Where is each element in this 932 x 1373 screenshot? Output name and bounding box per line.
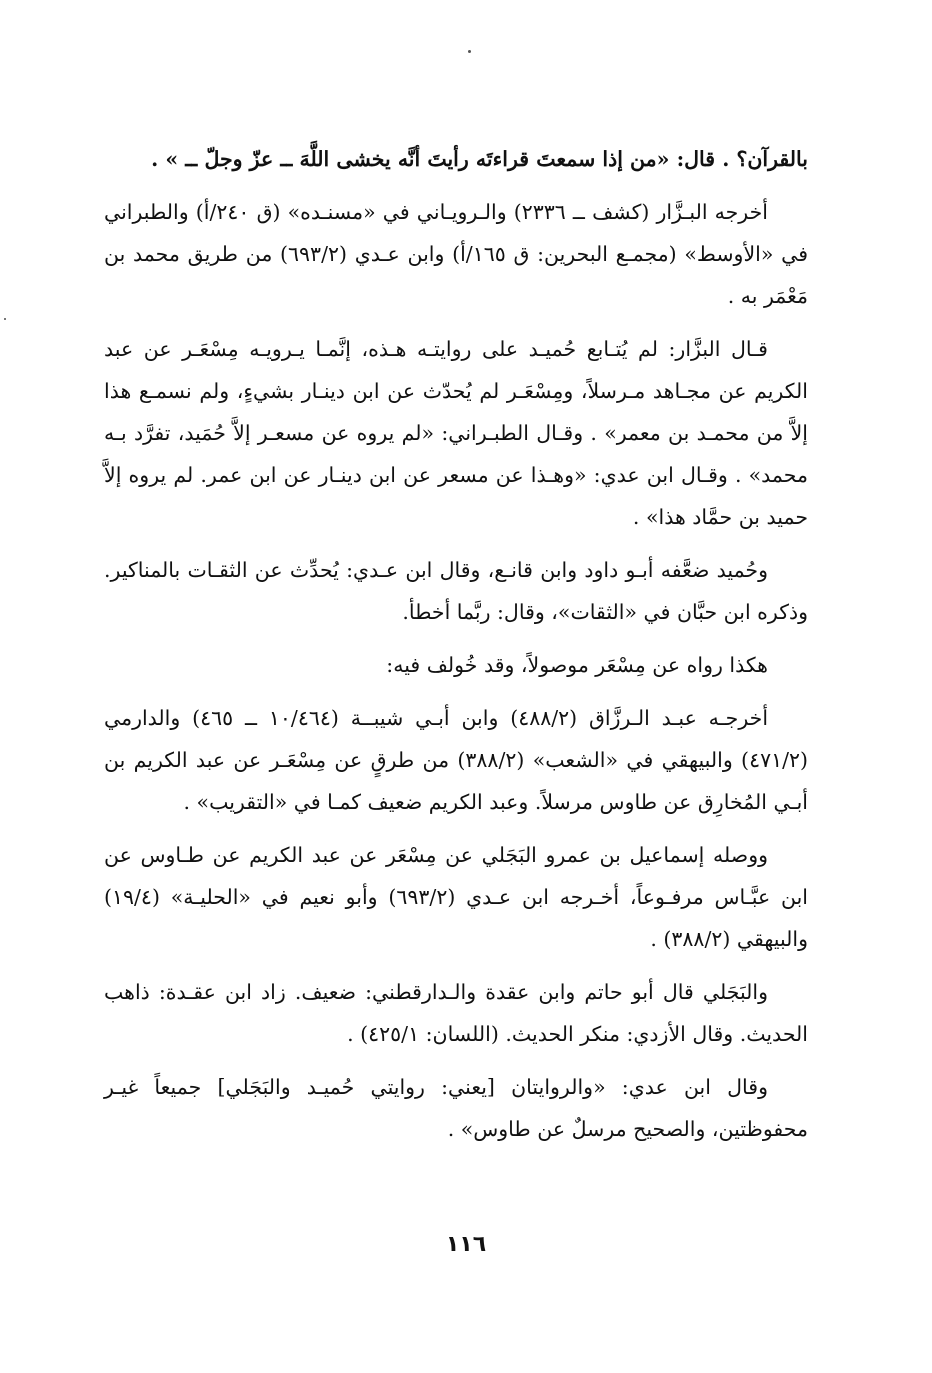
page-number: ١١٦ — [445, 1232, 487, 1257]
paragraph-bazzar-comment: قـال البزَّار: لم يُتـابع حُميـد على روايتـه هـذه، إنَّمـا يـرويـه مِسْعَـر عن عبد الكريم عن مجـاهد مـرسلاً، ومِسْعَـر لم يُحدّث عن ابن دينـار بشيءٍ، ولم نسمـع هذا إلاَّ من محمـد بن معمر» . وقـال الطبـراني: «لم يروه عن مسعـر إلاَّ حُمَيد، تفرَّد بـه محمد» . وقـال ابن عدي: «وهـذا عن مسعر عن ابن دينـار عن ابن عمر. لم يروه إلاَّ حميد بن حمَّاد هذا» . — [104, 337, 808, 529]
paragraph-humaid-grading: وحُميد ضعَّفه أبـو داود وابن قانـع، وقال ابن عـدي: يُحدِّث عن الثقـات بالمناكير. وذكره ابن حبَّان في «الثقات»، وقال: ربَّما أخطأ. — [104, 558, 808, 624]
page-top-mark — [468, 50, 471, 53]
paragraph-mursal-routes: أخرجـه عبـد الـرزَّاق (٤٨٨/٢) وابن أبـي شيبــة (١٠/٤٦٤ ــ ٤٦٥) والدارمي (٤٧١/٢) والبيهقي في «الشعب» (٣٨٨/٢) من طرقٍ عن مِسْعَـر عن عبد الكريم بن أبـي المُخارِق عن طاوس مرسلاً. وعبد الكريم ضعيف كمـا في «التقريب» . — [104, 706, 809, 814]
paragraph-variation-note: هكذا رواه عن مِسْعَر موصولاً، وقد خُولف فيه: — [386, 653, 768, 677]
paragraph-bajali-grading: والبَجَلي قال أبو حاتم وابن عقدة والـدارقطني: ضعيف. زاد ابن عقـدة: ذاهب الحديث. وقال الأزدي: منكر الحديث. (اللسان: ٤٢٥/١) . — [104, 980, 808, 1046]
paragraph-bajali-route: ووصله إسماعيل بن عمرو البَجَلي عن مِسْعَر عن عبد الكريم عن طـاوس عن ابن عبَّـاس مرفـوعاً، أخـرجه ابن عـدي (٦٩٣/٢) وأبو نعيم في «الحليـة» (١٩/٤) والبيهقي (٣٨٨/٢) . — [104, 843, 808, 951]
page-edge-mark — [4, 318, 6, 320]
paragraph-takhrij-bazzar: أخرجه البـزَّار (كشف ــ ٢٣٣٦) والـرويـاني في «مسنـده» (ق ٢٤٠/أ) والطبراني في «الأوسط» (مجمـع البحرين: ق ١٦٥/أ) وابن عـدي (٦٩٣/٢) من طريق محمد بن مَعْمَر به . — [104, 200, 808, 308]
page-body — [104, 138, 808, 1161]
paragraph-continuation: بالقرآن؟ . قال: «من إذا سمعتَ قراءتَه رأيتَ أنَّه يخشى اللَّهَ ــ عزّ وجلّ ــ » . — [151, 147, 808, 171]
paragraph-ibn-adi-conclusion: وقال ابن عدي: «والروايتان [يعني: روايتي حُميـد والبَجَلي] جميعاً غيـر محفوظتين، والصحيح مرسلٌ عن طاوس» . — [104, 1075, 808, 1141]
